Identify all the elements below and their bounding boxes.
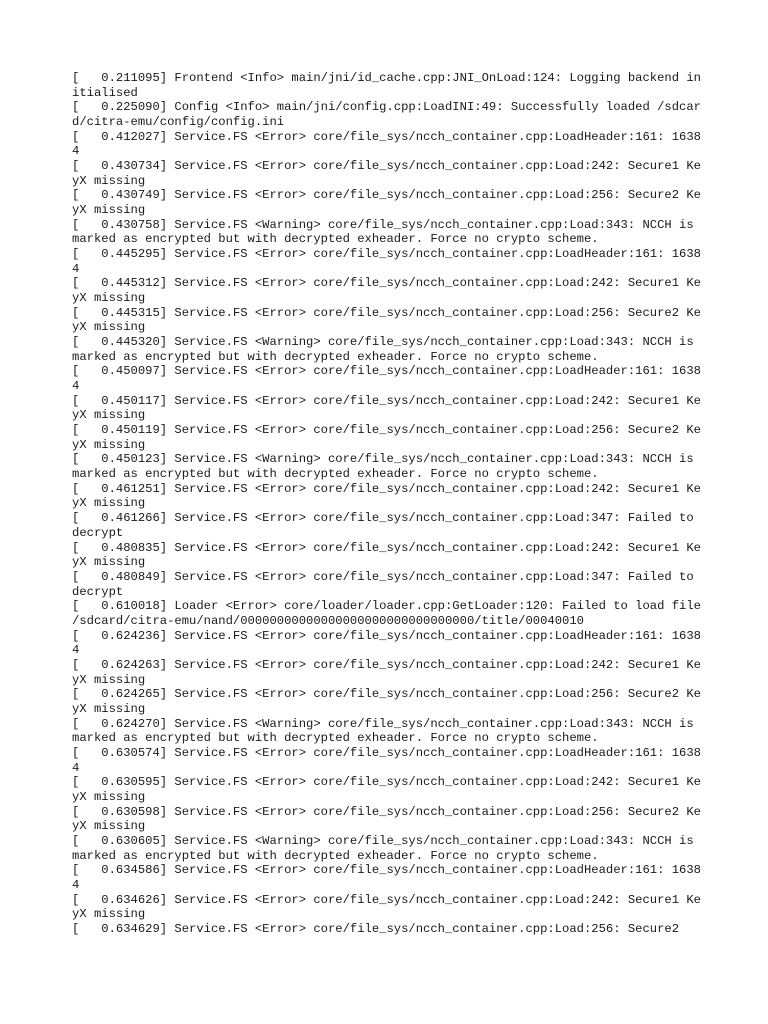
log-line: [ 0.630574] Service.FS <Error> core/file_sys/ncch_container.cpp:LoadHeader:161: 16384 xyxy=(72,745,701,775)
log-line: [ 0.630595] Service.FS <Error> core/file_sys/ncch_container.cpp:Load:242: Secure1 KeyX missing xyxy=(72,775,701,804)
log-line: [ 0.430749] Service.FS <Error> core/file_sys/ncch_container.cpp:Load:256: Secure2 KeyX missing xyxy=(72,188,701,218)
log-line: [ 0.450097] Service.FS <Error> core/file_sys/ncch_container.cpp:LoadHeader:161: 16384 xyxy=(72,364,701,394)
log-line: [ 0.430734] Service.FS <Error> core/file_sys/ncch_container.cpp:Load:242: Secure1 KeyX missing xyxy=(72,159,701,188)
log-line: [ 0.624270] Service.FS <Warning> core/file_sys/ncch_container.cpp:Load:343: NCCH is marked as encrypted but with decrypted exheader. Force no crypto scheme. xyxy=(72,716,701,746)
log-line: [ 0.450119] Service.FS <Error> core/file_sys/ncch_container.cpp:Load:256: Secure2 KeyX missing xyxy=(72,423,701,452)
log-line: [ 0.480849] Service.FS <Error> core/file_sys/ncch_container.cpp:Load:347: Failed to decrypt xyxy=(72,569,701,599)
log-line: [ 0.445315] Service.FS <Error> core/file_sys/ncch_container.cpp:Load:256: Secure2 KeyX missing xyxy=(72,305,701,335)
log-line: [ 0.430758] Service.FS <Warning> core/file_sys/ncch_container.cpp:Load:343: NCCH is marked as encrypted but with decrypted exheader. Force no crypto scheme. xyxy=(72,217,701,247)
log-line: [ 0.461251] Service.FS <Error> core/file_sys/ncch_container.cpp:Load:242: Secure1 KeyX missing xyxy=(72,481,701,511)
log-line: [ 0.624263] Service.FS <Error> core/file_sys/ncch_container.cpp:Load:242: Secure1 KeyX missing xyxy=(72,657,701,687)
log-line: [ 0.634629] Service.FS <Error> core/file_sys/ncch_container.cpp:Load:256: Secure2 xyxy=(72,921,680,936)
log-line: [ 0.634626] Service.FS <Error> core/file_sys/ncch_container.cpp:Load:242: Secure1 KeyX missing xyxy=(72,892,701,922)
log-line: [ 0.624265] Service.FS <Error> core/file_sys/ncch_container.cpp:Load:256: Secure2 KeyX missing xyxy=(72,687,701,716)
log-line: [ 0.225090] Config <Info> main/jni/config.cpp:LoadINI:49: Successfully loaded /sdcard/citra-emu/config/config.ini xyxy=(72,100,701,130)
log-line: [ 0.624236] Service.FS <Error> core/file_sys/ncch_container.cpp:LoadHeader:161: 16384 xyxy=(72,628,701,658)
log-line: [ 0.480835] Service.FS <Error> core/file_sys/ncch_container.cpp:Load:242: Secure1 KeyX missing xyxy=(72,540,701,570)
log-line: [ 0.630605] Service.FS <Warning> core/file_sys/ncch_container.cpp:Load:343: NCCH is marked as encrypted but with decrypted exheader. Force no crypto scheme. xyxy=(72,833,701,863)
log-line: [ 0.461266] Service.FS <Error> core/file_sys/ncch_container.cpp:Load:347: Failed to decrypt xyxy=(72,511,701,540)
log-line: [ 0.610018] Loader <Error> core/loader/loader.cpp:GetLoader:120: Failed to load file /sdcard/citra-emu/nand/00000000000000000000000000000000/title/00040010 xyxy=(72,599,709,628)
log-line: [ 0.450117] Service.FS <Error> core/file_sys/ncch_container.cpp:Load:242: Secure1 KeyX missing xyxy=(72,393,701,423)
log-text xyxy=(72,71,709,951)
log-line: [ 0.634586] Service.FS <Error> core/file_sys/ncch_container.cpp:LoadHeader:161: 16384 xyxy=(72,863,701,892)
log-line: [ 0.211095] Frontend <Info> main/jni/id_cache.cpp:JNI_OnLoad:124: Logging backend initialised xyxy=(72,71,701,100)
log-line: [ 0.445312] Service.FS <Error> core/file_sys/ncch_container.cpp:Load:242: Secure1 KeyX missing xyxy=(72,276,701,306)
log-line: [ 0.445320] Service.FS <Warning> core/file_sys/ncch_container.cpp:Load:343: NCCH is marked as encrypted but with decrypted exheader. Force no crypto scheme. xyxy=(72,335,701,364)
log-line: [ 0.445295] Service.FS <Error> core/file_sys/ncch_container.cpp:LoadHeader:161: 16384 xyxy=(72,247,701,276)
log-line: [ 0.630598] Service.FS <Error> core/file_sys/ncch_container.cpp:Load:256: Secure2 KeyX missing xyxy=(72,804,701,834)
log-line: [ 0.412027] Service.FS <Error> core/file_sys/ncch_container.cpp:LoadHeader:161: 16384 xyxy=(72,129,701,159)
log-line: [ 0.450123] Service.FS <Warning> core/file_sys/ncch_container.cpp:Load:343: NCCH is marked as encrypted but with decrypted exheader. Force no crypto scheme. xyxy=(72,452,701,482)
